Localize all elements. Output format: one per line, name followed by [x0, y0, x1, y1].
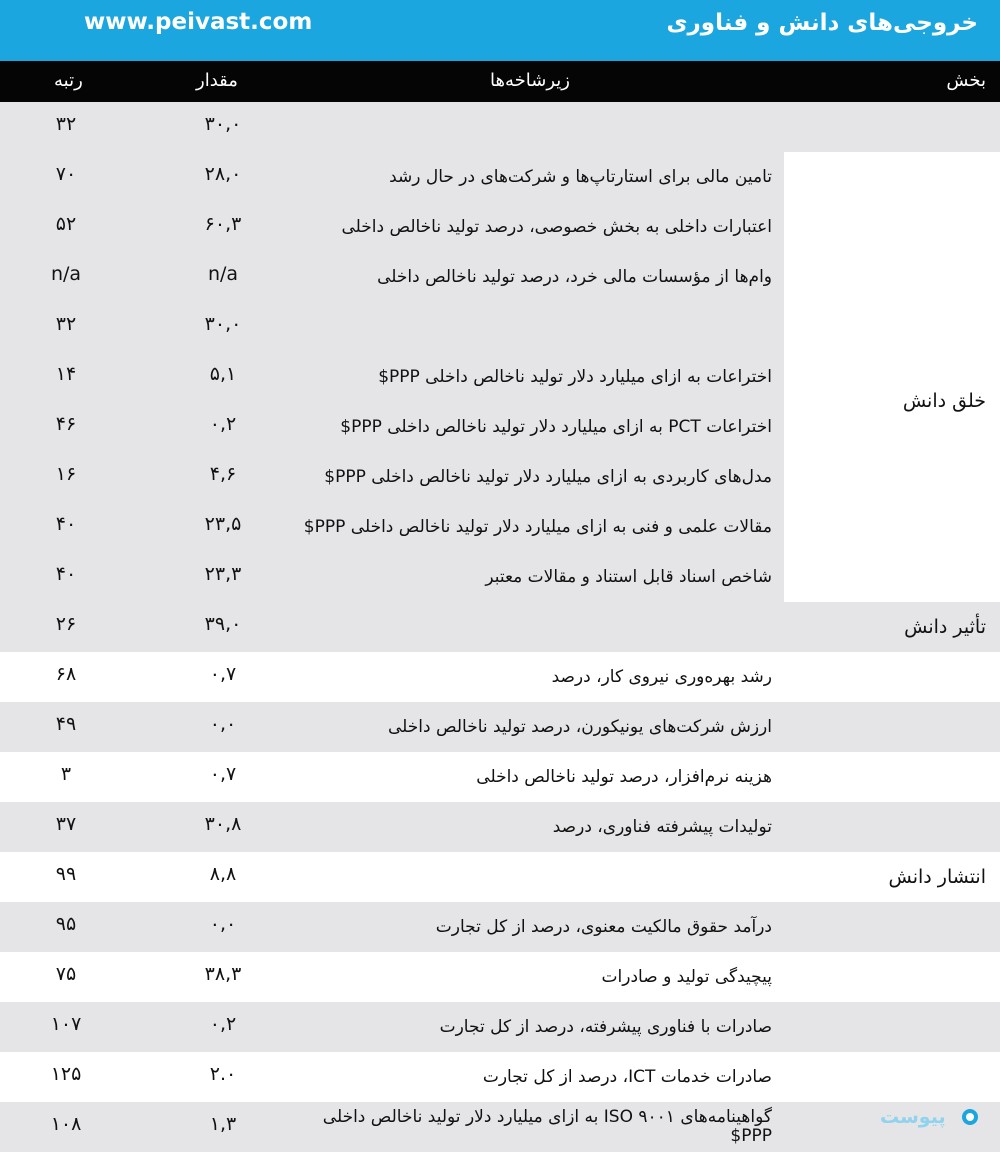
subbranch-cell: هزینه نرم‌افزار، درصد تولید ناخالص داخلی: [476, 766, 772, 787]
rank-cell: ۴۰: [55, 513, 77, 535]
subbranch-cell: مدل‌های کاربردی به ازای میلیارد دلار تولید ناخالص داخلی PPP$: [324, 466, 772, 487]
rank-cell: ۳۷: [55, 813, 77, 835]
amount-cell: ۰,۲: [209, 413, 237, 435]
table-row: [0, 602, 1000, 652]
amount-cell: ۶۰,۳: [204, 213, 242, 235]
subbranch-cell: [292, 302, 772, 352]
table-row: [0, 702, 1000, 752]
column-header-subbranch: زیرشاخه‌ها: [490, 70, 570, 91]
subbranch-cell: گواهینامه‌های ISO ۹۰۰۱ به ازای میلیارد دلار تولید ناخالص داخلی PPP$: [322, 1107, 772, 1146]
column-header-section: بخش: [946, 70, 986, 91]
subbranch-cell: تامین مالی برای استارتاپ‌ها و شرکت‌های در حال رشد: [389, 166, 772, 187]
amount-cell: ۰,۰: [209, 913, 237, 935]
header-bar: [0, 0, 1000, 61]
logo-text: پیوست: [880, 1106, 946, 1128]
rank-cell: ۴۶: [55, 413, 77, 435]
rank-cell: ۴۰: [55, 563, 77, 585]
amount-cell: ۳۹,۰: [204, 613, 242, 635]
amount-cell: ۳۸,۳: [204, 963, 242, 985]
amount-cell: ۰,۷: [209, 763, 237, 785]
page-title: خروجی‌های دانش و فناوری: [666, 10, 978, 36]
rank-cell: ۳۲: [55, 313, 77, 335]
rank-cell: ۹۹: [55, 863, 77, 885]
rank-cell: ۹۵: [55, 913, 77, 935]
rank-cell: ۱۲۵: [50, 1063, 82, 1085]
amount-cell: ۳۰,۰: [204, 113, 242, 135]
table-row: [0, 1052, 1000, 1102]
rank-cell: n/a: [50, 263, 82, 285]
amount-cell: ۰,۷: [209, 663, 237, 685]
amount-cell: ۲۸,۰: [204, 163, 242, 185]
table-row: [0, 752, 1000, 802]
rank-cell: ۱۰۸: [50, 1113, 82, 1135]
amount-cell: ۳۰,۰: [204, 313, 242, 335]
subbranch-cell: تولیدات پیشرفته فناوری، درصد: [552, 816, 772, 837]
subbranch-cell: [292, 602, 772, 652]
table-row: [0, 952, 1000, 1002]
table-row: [0, 102, 1000, 152]
section-label-knowledge-impact: تأثیر دانش: [904, 616, 986, 638]
amount-cell: ۸,۸: [209, 863, 237, 885]
amount-cell: ۰,۰: [209, 713, 237, 735]
amount-cell: ۲۳,۳: [204, 563, 242, 585]
rank-cell: ۳۲: [55, 113, 77, 135]
table-row: [0, 852, 1000, 902]
amount-cell: n/a: [207, 263, 239, 285]
rank-cell: ۲۶: [55, 613, 77, 635]
subbranch-cell: [292, 852, 772, 902]
rank-cell: ۱۶: [55, 463, 77, 485]
subbranch-cell: شاخص اسناد قابل استناد و مقالات معتبر: [485, 566, 772, 587]
rank-cell: ۱۴: [55, 363, 77, 385]
amount-cell: ۰,۲: [209, 1013, 237, 1035]
amount-cell: ۳۰,۸: [204, 813, 242, 835]
rank-cell: ۳: [60, 763, 72, 785]
section-label-knowledge-creation: خلق دانش: [902, 390, 986, 412]
subbranch-cell: درآمد حقوق مالکیت معنوی، درصد از کل تجارت: [435, 916, 772, 937]
table-row: [0, 902, 1000, 952]
subbranch-cell: صادرات با فناوری پیشرفته، درصد از کل تجارت: [439, 1016, 772, 1037]
amount-cell: ۲.۰: [209, 1063, 237, 1085]
table-row: [0, 652, 1000, 702]
amount-cell: ۵,۱: [209, 363, 237, 385]
rank-cell: ۱۰۷: [50, 1013, 82, 1035]
column-header-amount: مقدار: [196, 70, 238, 91]
column-header-rank: رتبه: [54, 70, 83, 91]
section-label-knowledge-diffusion: انتشار دانش: [888, 866, 986, 888]
logo-mark-icon: [962, 1109, 978, 1125]
table-row: [0, 1102, 1000, 1152]
subbranch-cell: اختراعات به ازای میلیارد دلار تولید ناخالص داخلی PPP$: [378, 366, 772, 387]
subbranch-cell: اعتبارات داخلی به بخش خصوصی، درصد تولید ناخالص داخلی: [341, 216, 772, 237]
amount-cell: ۱,۳: [209, 1113, 237, 1135]
table-row: [0, 1002, 1000, 1052]
subbranch-cell: اختراعات PCT به ازای میلیارد دلار تولید ناخالص داخلی PPP$: [340, 416, 772, 437]
rank-cell: ۴۹: [55, 713, 77, 735]
amount-cell: ۲۳,۵: [204, 513, 242, 535]
subbranch-cell: مقالات علمی و فنی به ازای میلیارد دلار تولید ناخالص داخلی PPP$: [303, 516, 772, 537]
subbranch-cell: رشد بهره‌وری نیروی کار، درصد: [551, 666, 772, 687]
rank-cell: ۵۲: [55, 213, 77, 235]
rank-cell: ۶۸: [55, 663, 77, 685]
subbranch-cell: [292, 102, 772, 152]
subbranch-cell: صادرات خدمات ICT، درصد از کل تجارت: [482, 1066, 772, 1087]
rank-cell: ۷۰: [55, 163, 77, 185]
amount-cell: ۴,۶: [209, 463, 237, 485]
section-column-band: [784, 152, 1000, 602]
peivast-logo: [880, 1106, 984, 1130]
subbranch-cell: پیچیدگی تولید و صادرات: [601, 966, 772, 987]
site-url: www.peivast.com: [84, 9, 313, 35]
subbranch-cell: ارزش شرکت‌های یونیکورن، درصد تولید ناخالص داخلی: [388, 716, 772, 737]
subbranch-cell: وام‌ها از مؤسسات مالی خرد، درصد تولید ناخالص داخلی: [377, 266, 772, 287]
table-row: [0, 802, 1000, 852]
table-header: [0, 61, 1000, 102]
rank-cell: ۷۵: [55, 963, 77, 985]
